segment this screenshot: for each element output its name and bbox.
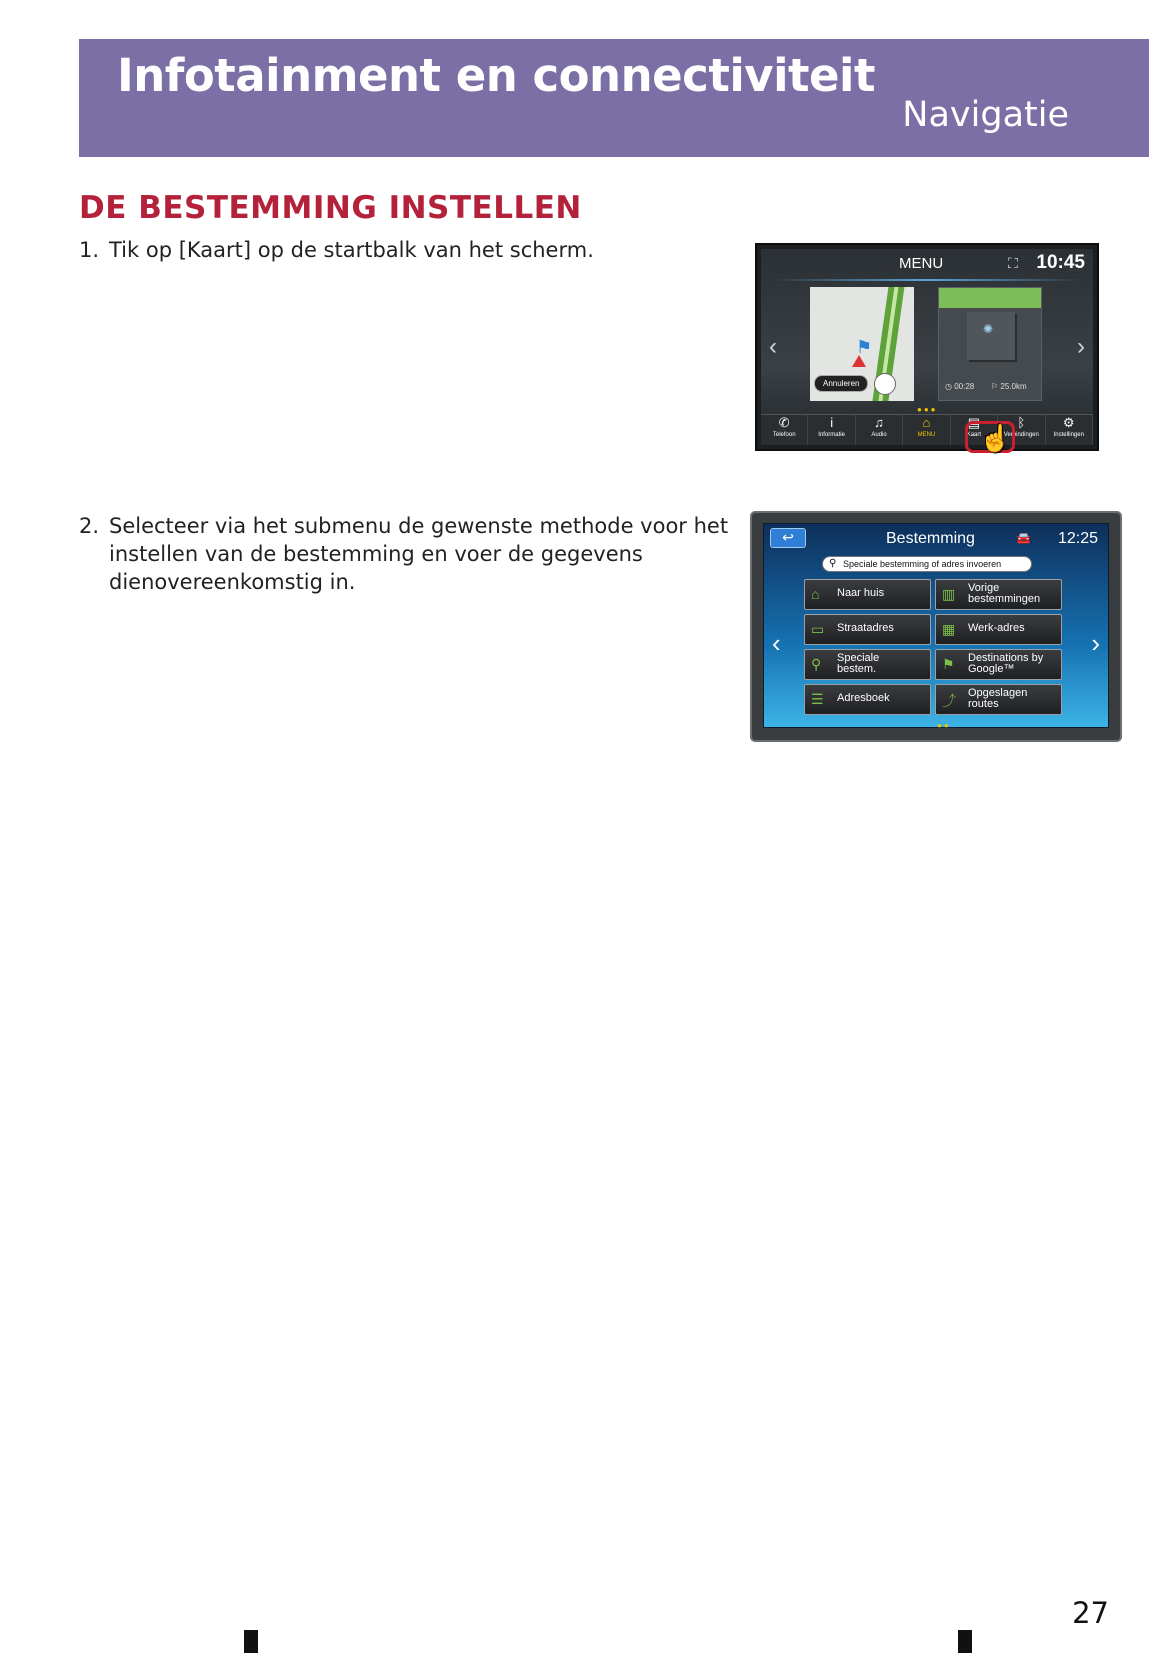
loading-icon: ✺ bbox=[983, 322, 994, 336]
screen-background bbox=[763, 523, 1109, 728]
back-arrow-icon: ↩ bbox=[782, 529, 794, 545]
chevron-right-icon[interactable]: › bbox=[1091, 628, 1100, 658]
street-icon: ▭ bbox=[811, 621, 825, 637]
saved-routes-button[interactable]: ⤴ Opgeslagen routes bbox=[935, 684, 1062, 715]
address-book-button[interactable]: ☰ Adresboek bbox=[804, 684, 931, 715]
crop-mark bbox=[244, 1630, 258, 1653]
nav-settings[interactable]: ⚙ Instellingen bbox=[1046, 415, 1093, 445]
nav-connections[interactable]: ᛒ Verbindingen bbox=[998, 415, 1045, 445]
header-band bbox=[79, 39, 1149, 157]
menu-screen-image bbox=[755, 243, 1099, 451]
flag-icon: ⚑ bbox=[856, 337, 873, 357]
addressbook-icon: ☰ bbox=[811, 691, 824, 707]
music-icon: ♫ bbox=[874, 415, 884, 430]
home-icon: ⌂ bbox=[922, 415, 931, 430]
route-card[interactable] bbox=[938, 287, 1042, 401]
home-button[interactable]: ⌂ Naar huis bbox=[804, 579, 931, 610]
clock: 10:45 bbox=[1036, 252, 1085, 273]
card-time: ◷ 00:28 bbox=[945, 382, 975, 391]
step-number: 2. bbox=[79, 514, 100, 538]
step-2 bbox=[79, 512, 789, 602]
chevron-right-icon[interactable]: › bbox=[1077, 333, 1085, 360]
map-tile[interactable] bbox=[810, 287, 914, 401]
work-address-button[interactable]: ▦ Werk-adres bbox=[935, 614, 1062, 645]
google-destinations-button[interactable]: ⚑ Destinations by Google™ bbox=[935, 649, 1062, 680]
poi-icon: ⚲ bbox=[811, 656, 822, 672]
step-1 bbox=[79, 236, 779, 266]
pointing-hand-icon: ☝ bbox=[979, 423, 1012, 453]
house-icon: ⌂ bbox=[811, 586, 820, 602]
compass-icon[interactable] bbox=[874, 373, 896, 395]
nav-menu[interactable]: ⌂ MENU bbox=[903, 415, 950, 445]
nav-info[interactable]: i Informatie bbox=[808, 415, 855, 445]
phone-icon: ✆ bbox=[778, 415, 790, 430]
divider bbox=[771, 279, 1083, 281]
street-address-button[interactable]: ▭ Straatadres bbox=[804, 614, 931, 645]
map-icon: ▤ bbox=[967, 415, 981, 430]
position-marker-icon bbox=[852, 355, 866, 367]
previous-destinations-button[interactable]: ▥ Vorige bestemmingen bbox=[935, 579, 1062, 610]
clock: 12:25 bbox=[1057, 530, 1098, 547]
gear-icon: ⚙ bbox=[1062, 415, 1075, 430]
nav-audio[interactable]: ♫ Audio bbox=[856, 415, 903, 445]
search-icon: ⚲ bbox=[829, 558, 837, 569]
step-number: 1. bbox=[79, 238, 100, 262]
nav-phone[interactable]: ✆ Telefoon bbox=[761, 415, 808, 445]
building-icon: ▦ bbox=[942, 621, 956, 637]
step-text: Tik op [Kaart] op de startbalk van het scherm. bbox=[109, 238, 594, 262]
page-indicator: ●●● bbox=[917, 405, 938, 414]
google-icon: ⚑ bbox=[942, 656, 955, 672]
crop-mark bbox=[958, 1630, 972, 1653]
section-title: DE BESTEMMING INSTELLEN bbox=[79, 190, 582, 226]
destination-menu bbox=[804, 579, 1064, 717]
nav-map[interactable]: ▤ Kaart bbox=[951, 415, 998, 445]
destination-screen-image bbox=[752, 513, 1120, 740]
car-icon: 🚘 bbox=[1016, 531, 1031, 545]
card-graphic bbox=[967, 312, 1015, 360]
cancel-button[interactable]: Annuleren bbox=[814, 375, 868, 392]
route-icon: ⤴ bbox=[942, 693, 956, 709]
screen-title: Bestemming bbox=[886, 530, 975, 547]
card-header bbox=[939, 288, 1041, 308]
chapter-title: Infotainment en connectiviteit bbox=[117, 49, 875, 102]
page-number: 27 bbox=[1072, 1596, 1109, 1630]
back-button[interactable] bbox=[770, 528, 806, 548]
card-distance: ⚐ 25.0km bbox=[991, 382, 1027, 391]
search-placeholder: Speciale bestemming of adres invoeren bbox=[843, 559, 1002, 569]
signal-icon: ⛶ bbox=[1008, 255, 1018, 271]
chevron-left-icon[interactable]: ‹ bbox=[769, 333, 777, 360]
search-input[interactable] bbox=[822, 556, 1032, 572]
history-icon: ▥ bbox=[942, 586, 956, 602]
section-subtitle: Navigatie bbox=[902, 95, 1069, 135]
poi-button[interactable]: ⚲ Speciale bestem. bbox=[804, 649, 931, 680]
start-bar bbox=[761, 414, 1093, 445]
bluetooth-icon: ᛒ bbox=[1017, 415, 1026, 430]
screen-title: MENU bbox=[899, 255, 944, 272]
screen-topbar bbox=[761, 249, 1093, 281]
page-indicator: ●● bbox=[937, 721, 951, 730]
step-text: Selecteer via het submenu de gewenste methode voor het instellen van de bestemming en voer de gegevens dienovereenkomstig in. bbox=[109, 514, 729, 594]
info-icon: i bbox=[830, 415, 834, 430]
chevron-left-icon[interactable]: ‹ bbox=[772, 628, 781, 658]
